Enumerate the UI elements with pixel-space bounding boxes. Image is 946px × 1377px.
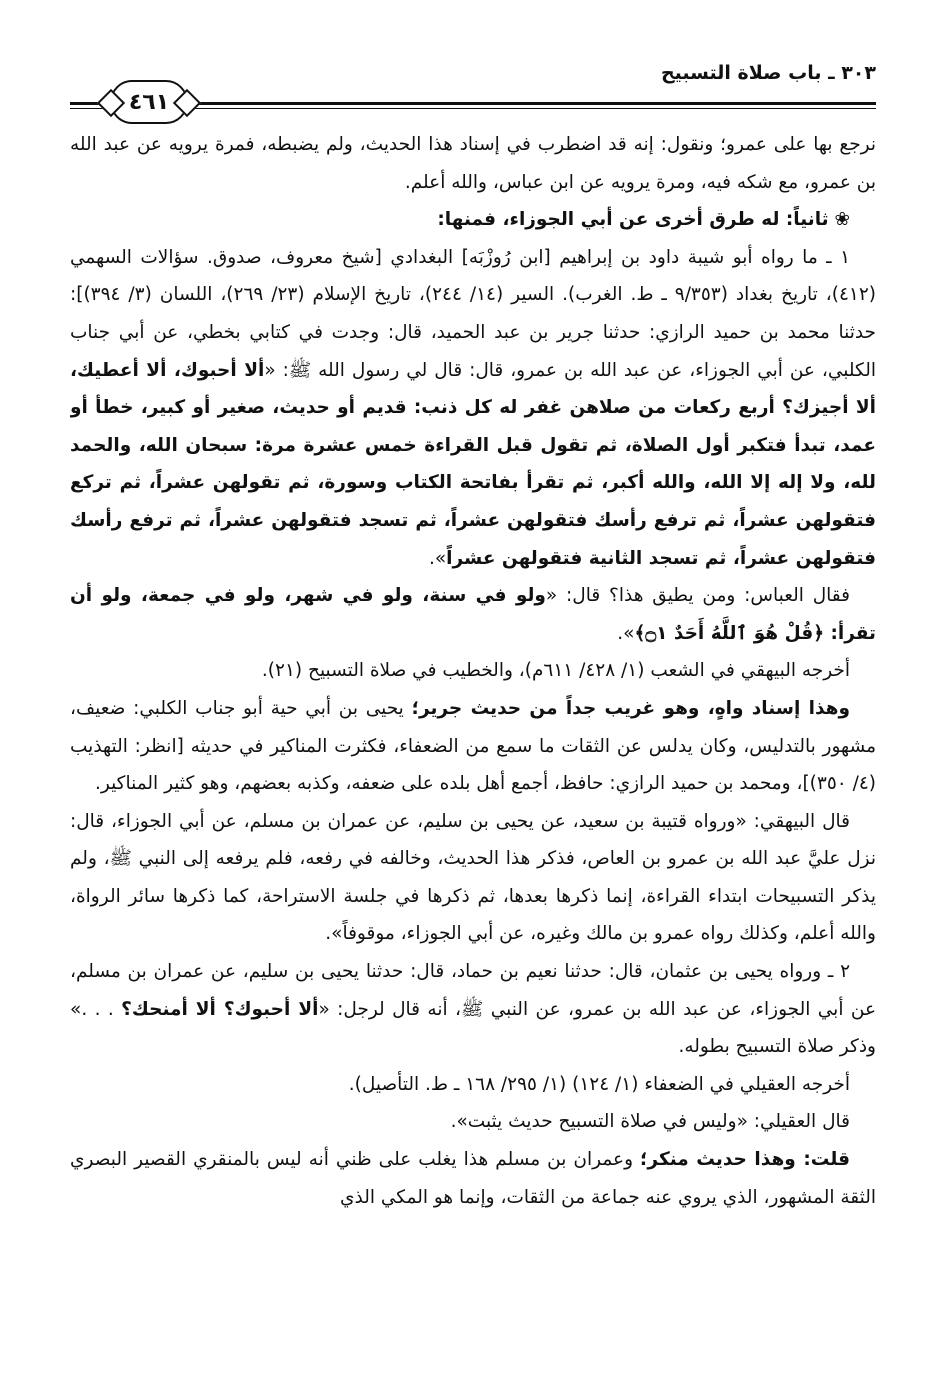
bold-text: وهذا إسناد واهٍ، وهو غريب جداً من حديث جرير؛ [411,697,850,719]
book-page [70,58,876,1358]
bold-text: ألا أحبوك؟ ألا أمنحك؟ [121,998,319,1020]
paragraph [70,239,876,577]
paragraph [70,803,876,953]
body-text [70,126,876,1216]
text-run: نرجع بها على عمرو؛ ونقول: إنه قد اضطرب في إسناد هذا الحديث، ولم يضبطه، فمرة يرويه عن عبد الله بن عمرو، مع شكه فيه، ومرة يرويه عن ابن عباس، والله أعلم. [70,134,876,193]
paragraph [70,652,876,690]
text-run: قال البيهقي: «ورواه قتيبة بن سعيد، عن يحيى بن سليم، عن عمران بن مسلم، عن أبي الجوزاء، قال: نزل عليَّ عبد الله بن عمرو بن العاص، فذكر هذا الحديث، وخالفه في رفعه، فلم يرفعه إلى النبي ﷺ، ولم يذكر التسبيحات ابتداء القراءة، إنما ذكرها بعدها، ثم ذكرها في جلسة الاستراحة، كما ذكرها سائر الرواة، والله أعلم، وكذلك رواه عمرو بن مالك وغيره، عن أبي الجوزاء، موقوفاً». [70,810,876,945]
paragraph [70,1141,876,1216]
bold-text: قلت: وهذا حديث منكر؛ [640,1149,850,1171]
paragraph [70,577,876,652]
paragraph [70,126,876,201]
text-run: ». [428,547,447,569]
text-run: فقال العباس: ومن يطيق هذا؟ قال: « [545,585,850,607]
chapter-title: ٣٠٣ ـ باب صلاة التسبيح [660,62,876,84]
text-run: ❀ [828,209,850,231]
paragraph [70,1066,876,1104]
text-run: ٢ ـ ورواه يحيى بن عثمان، قال: حدثنا نعيم بن حماد، قال: حدثنا يحيى بن سليم، عن عمران بن مسلم، عن أبي الجوزاء، عن عبد الله بن عمرو، عن النبي ﷺ، أنه قال لرجل: « [70,961,876,1020]
bold-text: ألا أحبوك، ألا أعطيك، ألا أجيزك؟ أربع ركعات من صلاهن غفر له كل ذنب: قديم أو حديث، صغير أو كبير، خطأ أو عمد، تبدأ فتكبر أول الصلاة، ثم تقول قبل القراءة خمس عشرة مرة: سبحان الله، والحمد لله، ولا إله إلا الله، والله أكبر، ثم تقرأ بفاتحة الكتاب وسورة، ثم تقولهن عشراً، ثم تركع فتقولهن عشراً، ثم ترفع رأسك فتقولهن عشراً، ثم تسجد فتقولهن عشراً، ثم ترفع رأسك فتقولهن عشراً، ثم تسجد الثانية فتقولهن عشراً [70,359,876,569]
text-run: ». [617,622,635,644]
paragraph [70,201,876,239]
text-run: أخرجه البيهقي في الشعب (١/ ٤٢٨/ ٦١١م)، والخطيب في صلاة التسبيح (٢١). [261,660,850,682]
text-run: . . .» وذكر صلاة التسبيح بطوله. [70,998,876,1058]
running-header [70,58,876,124]
text-run: أخرجه العقيلي في الضعفاء (١/ ١٢٤) (١/ ٢٩٥/ ١٦٨ ـ ط. التأصيل). [348,1073,850,1095]
text-run: ١ ـ ما رواه أبو شيبة داود بن إبراهيم [ابن رُوزْبَه] البغدادي [شيخ معروف، صدوق. سؤالات السهمي (٤١٢)، تاريخ بغداد (٩/٣٥٣ ـ ط. الغرب). السير (١٤/ ٢٤٤)، تاريخ الإسلام (٢٣/ ٢٦٩)، اللسان (٣/ ٣٩٤)]: حدثنا محمد بن حميد الرازي: حدثنا جرير بن عبد الحميد، قال: وجدت في كتابي بخطي، عن أبي جناب الكلبي، عن أبي الجوزاء، عن عبد الله بن عمرو، قال: قال لي رسول الله ﷺ: « [70,246,876,381]
text-run: يحيى بن أبي حية أبو جناب الكلبي: ضعيف، مشهور بالتدليس، وكان يدلس عن الثقات ما سمع من الضعفاء، فكثرت المناكير في حديثه [انظر: التهذيب (٤/ ٣٥٠)]، ومحمد بن حميد الرازي: حافظ، أجمع أهل بلده على ضعفه، وكذبه بعضهم، وهو كثير المناكير. [70,697,876,795]
paragraph [70,953,876,1066]
bold-text: ولو في سنة، ولو في شهر، ولو في جمعة، ولو أن تقرأ: ﴿قُلْ هُوَ ٱللَّهُ أَحَدٌ ۝١﴾ [70,585,876,644]
text-run: وعمران بن مسلم هذا يغلب على ظني أنه ليس بالمنقري القصير البصري الثقة المشهور، الذي يروي عنه جماعة من الثقات، وإنما هو المكي الذي [70,1149,876,1208]
page-number: ٤٦١ [128,89,170,115]
paragraph [70,1103,876,1141]
paragraph [70,690,876,803]
text-run: قال العقيلي: «وليس في صلاة التسبيح حديث يثبت». [450,1111,850,1133]
page-number-ornament [110,80,188,124]
bold-text: ثانياً: له طرق أخرى عن أبي الجوزاء، فمنها: [437,209,829,231]
